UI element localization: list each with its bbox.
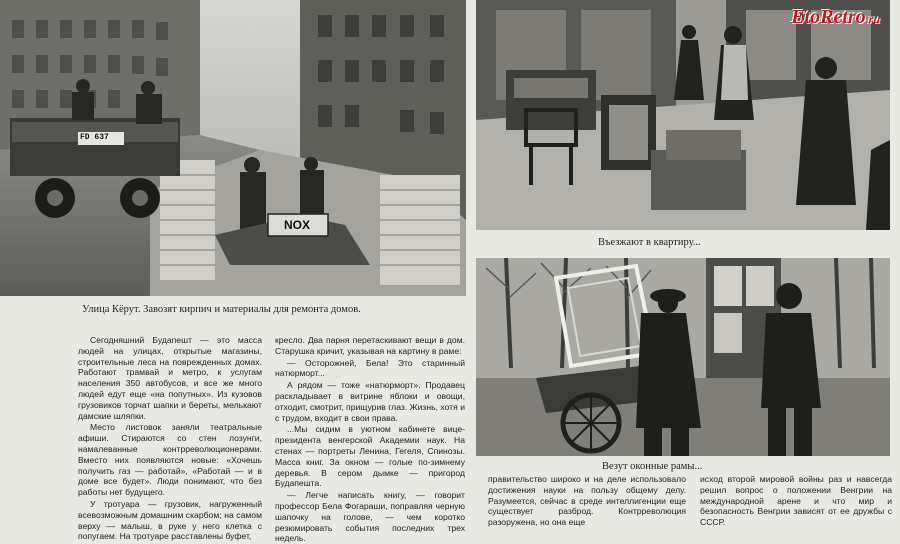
paragraph: — Легче написать книгу, — говорит профессор Бела Фогараши, поправляя черную шапочку на голове, — чем коротко резюмировать события последних трех недель. xyxy=(275,490,465,544)
photo-street-bricks xyxy=(0,0,466,296)
watermark-domain: .ru xyxy=(865,12,880,26)
truck-plate: FD 637 xyxy=(80,133,109,142)
cart-sign: NOX xyxy=(284,218,311,232)
article-column-3 xyxy=(488,474,686,533)
paragraph: Место листовок заняли театральные афиши. Стираются со стен лозунги, намалеванные контрреволюционерами. Вместо них появляются новые: «Хочешь получить газ — работай», «Работай — и в доме все будет». Люди понимают, что без работы нет будущего. xyxy=(78,422,262,498)
caption-window-frames: Везут оконные рамы... xyxy=(602,461,703,472)
article-column-2 xyxy=(275,335,465,544)
paragraph: У тротуара — грузовик, нагруженный всевозможным домашним скарбом; на самом верху — малыш, в руке у него клетка с попугаем. На тротуаре расставлены буфет, xyxy=(78,498,262,542)
paragraph: исход второй мировой войны раз и навсегда решил вопрос о положении Венгрии на международной арене и что мир и безопасность Венгрии зависят от ее дружбы с СССР. xyxy=(700,474,892,528)
caption-moving-furniture: Въезжают в квартиру... xyxy=(598,237,701,248)
article-column-4 xyxy=(700,474,892,533)
paragraph: А рядом — тоже «натюрморт». Продавец раскладывает в витрине яблоки и овощи, отходит, смотрит, прищурив глаз. Жизнь, хотя и с трудом, входит в свои права. xyxy=(275,380,465,423)
paragraph: ...Мы сидим в уютном кабинете вице-президента венгерской Академии наук. На стенах — портреты Ленина, Гегеля, Спинозы. Масса книг. За окном — голые по-зимнему деревья. В сером дымке — пригород Будапешта. xyxy=(275,424,465,489)
watermark-logo xyxy=(791,6,880,29)
paragraph: правительство широко и на деле использовало достижения науки на пользу общему делу. Разумеется, сейчас в среде интеллигенции еще существует разброд. Контрреволюция разоружена, но она еще xyxy=(488,474,686,528)
paragraph: кресло. Два парня перетаскивают вещи в дом. Старушка кричит, указывая на картину в раме: xyxy=(275,335,465,356)
photo-moving-furniture xyxy=(476,0,890,230)
paragraph: Сегодняшний Будапешт — это масса людей на улицах, открытые магазины, строительные леса на поврежденных домах. Работают трамвай и метро, к услугам населения 350 автобусов, и все же много людей едут еще «на попутных». Из кузовов грузовиков торчат шапки и береты, мелькают дамские шляпки. xyxy=(78,335,262,421)
caption-street-bricks: Улица Кёрут. Завозят кирпич и материалы для ремонта домов. xyxy=(82,304,361,315)
watermark-brand: EtoRetro xyxy=(791,6,866,28)
article-column-1 xyxy=(78,335,262,542)
paragraph: — Осторожней, Бела! Это старинный натюрморт... xyxy=(275,357,465,379)
photo-window-frames xyxy=(476,258,890,456)
